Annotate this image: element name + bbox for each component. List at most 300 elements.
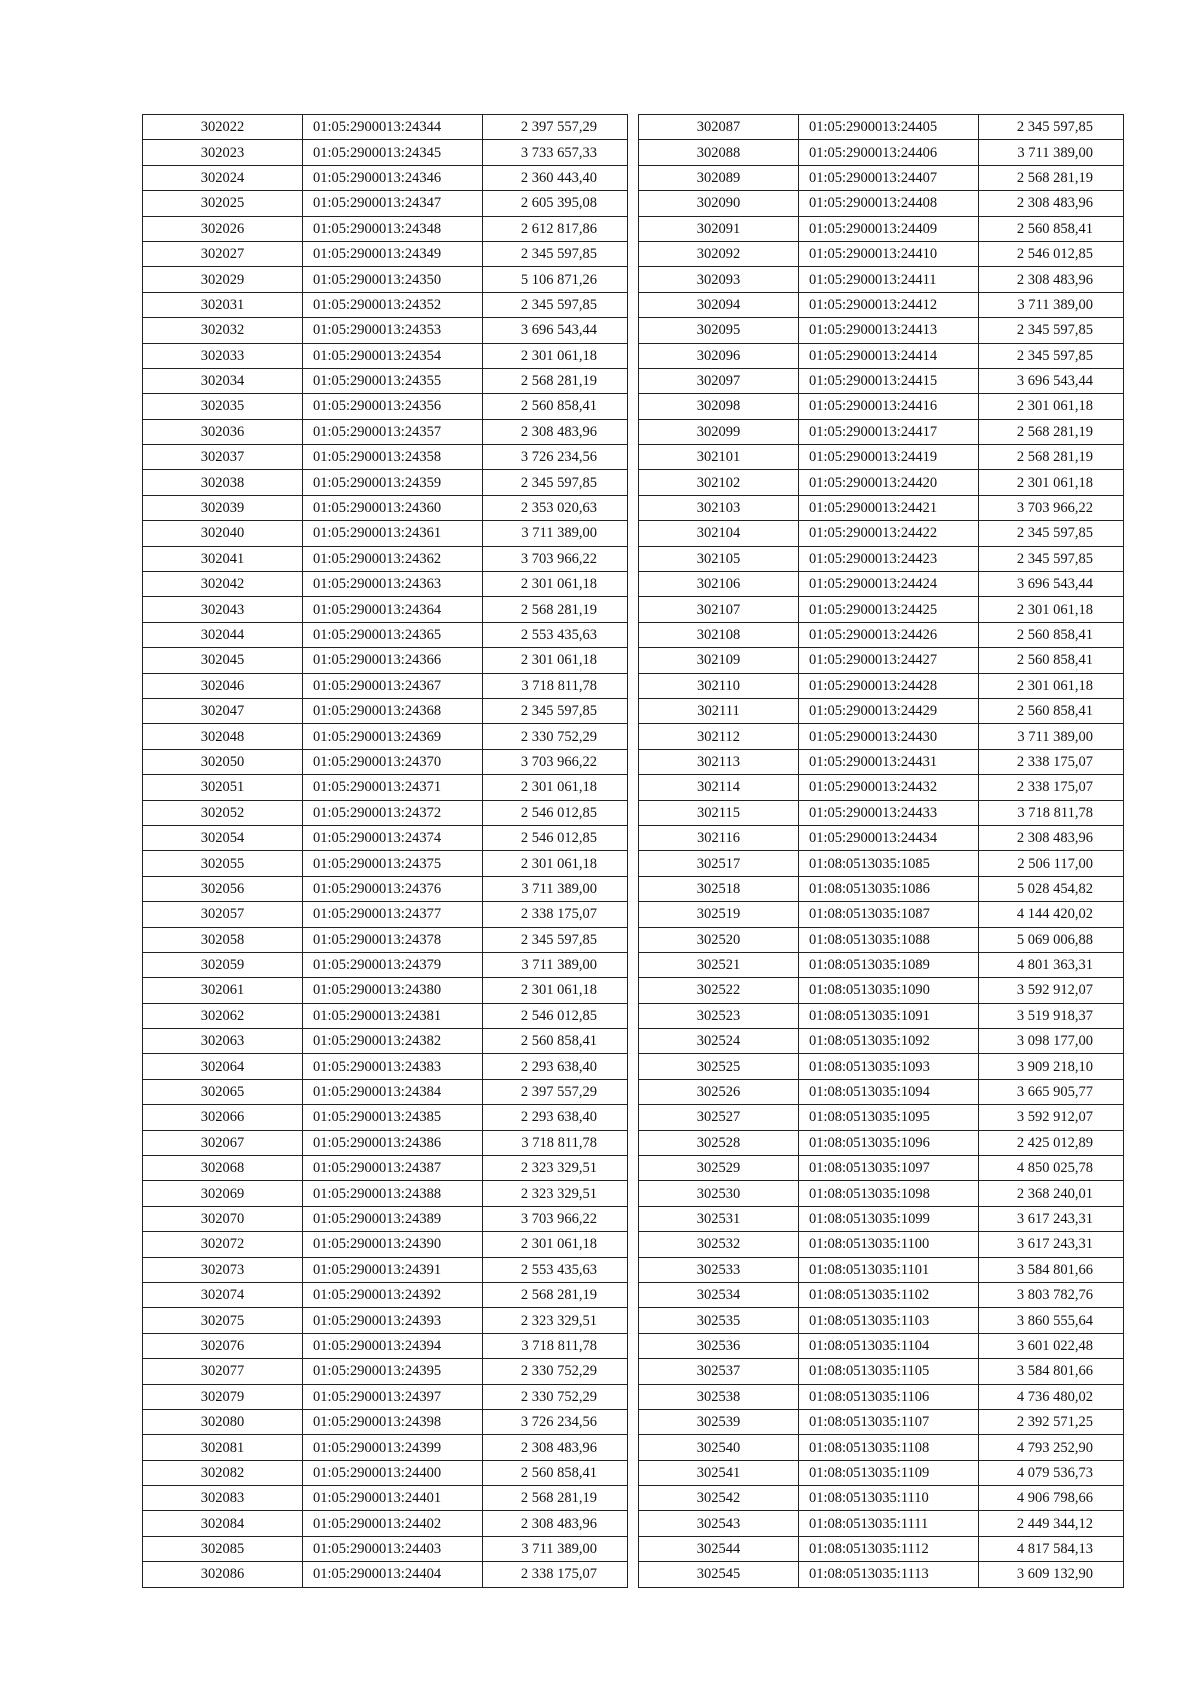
value-cell: 2 308 483,96: [979, 825, 1124, 850]
table-row: [639, 445, 1124, 470]
record-number-cell: 302025: [143, 191, 303, 216]
cadastral-number-cell: 01:05:2900013:24375: [303, 851, 483, 876]
table-row: [143, 1536, 628, 1561]
table-row: [143, 165, 628, 190]
cadastral-number-cell: 01:05:2900013:24345: [303, 140, 483, 165]
cadastral-number-cell: 01:05:2900013:24415: [799, 368, 979, 393]
table-row: [143, 1130, 628, 1155]
table-row: [143, 1435, 628, 1460]
value-cell: 5 069 006,88: [979, 927, 1124, 952]
value-cell: 2 308 483,96: [483, 419, 628, 444]
record-number-cell: 302050: [143, 749, 303, 774]
value-cell: 2 323 329,51: [483, 1308, 628, 1333]
value-cell: 2 353 020,63: [483, 495, 628, 520]
record-number-cell: 302537: [639, 1359, 799, 1384]
table-row: [143, 470, 628, 495]
value-cell: 2 553 435,63: [483, 1257, 628, 1282]
cadastral-number-cell: 01:08:0513035:1110: [799, 1486, 979, 1511]
table-row: [143, 927, 628, 952]
cadastral-number-cell: 01:05:2900013:24423: [799, 546, 979, 571]
value-cell: 2 338 175,07: [483, 902, 628, 927]
cadastral-number-cell: 01:05:2900013:24411: [799, 267, 979, 292]
cadastral-number-cell: 01:08:0513035:1087: [799, 902, 979, 927]
cadastral-number-cell: 01:05:2900013:24394: [303, 1333, 483, 1358]
record-number-cell: 302038: [143, 470, 303, 495]
record-number-cell: 302104: [639, 521, 799, 546]
record-number-cell: 302034: [143, 368, 303, 393]
table-row: [639, 952, 1124, 977]
table-row: [639, 1282, 1124, 1307]
value-cell: 2 308 483,96: [483, 1511, 628, 1536]
value-cell: 2 368 240,01: [979, 1181, 1124, 1206]
value-cell: 3 711 389,00: [979, 140, 1124, 165]
cadastral-number-cell: 01:05:2900013:24434: [799, 825, 979, 850]
record-number-cell: 302535: [639, 1308, 799, 1333]
table-row: [639, 1333, 1124, 1358]
value-cell: 2 338 175,07: [483, 1562, 628, 1587]
cadastral-number-cell: 01:05:2900013:24426: [799, 622, 979, 647]
record-number-cell: 302031: [143, 292, 303, 317]
table-row: [639, 368, 1124, 393]
value-cell: 2 301 061,18: [483, 648, 628, 673]
value-cell: 3 803 782,76: [979, 1282, 1124, 1307]
cadastral-number-cell: 01:05:2900013:24358: [303, 445, 483, 470]
table-row: [143, 241, 628, 266]
cadastral-number-cell: 01:05:2900013:24386: [303, 1130, 483, 1155]
cadastral-number-cell: 01:05:2900013:24428: [799, 673, 979, 698]
cadastral-number-cell: 01:08:0513035:1090: [799, 978, 979, 1003]
cadastral-number-cell: 01:05:2900013:24398: [303, 1409, 483, 1434]
table-row: [143, 800, 628, 825]
cadastral-number-cell: 01:05:2900013:24424: [799, 572, 979, 597]
record-number-cell: 302067: [143, 1130, 303, 1155]
cadastral-number-cell: 01:05:2900013:24356: [303, 394, 483, 419]
table-row: [143, 1333, 628, 1358]
table-row: [143, 292, 628, 317]
table-row: [143, 876, 628, 901]
record-number-cell: 302063: [143, 1029, 303, 1054]
value-cell: 2 560 858,41: [979, 216, 1124, 241]
table-row: [143, 445, 628, 470]
value-cell: 2 560 858,41: [979, 698, 1124, 723]
record-number-cell: 302077: [143, 1359, 303, 1384]
value-cell: 2 301 061,18: [979, 673, 1124, 698]
table-row: [639, 1029, 1124, 1054]
cadastral-number-cell: 01:05:2900013:24363: [303, 572, 483, 597]
value-cell: 2 546 012,85: [483, 825, 628, 850]
cadastral-number-cell: 01:08:0513035:1094: [799, 1079, 979, 1104]
table-row: [143, 216, 628, 241]
value-cell: 3 718 811,78: [483, 1333, 628, 1358]
record-number-cell: 302523: [639, 1003, 799, 1028]
record-number-cell: 302061: [143, 978, 303, 1003]
value-cell: 2 560 858,41: [979, 648, 1124, 673]
value-cell: 2 301 061,18: [483, 1232, 628, 1257]
value-cell: 3 711 389,00: [483, 952, 628, 977]
record-number-cell: 302526: [639, 1079, 799, 1104]
value-cell: 2 568 281,19: [483, 597, 628, 622]
table-row: [639, 495, 1124, 520]
table-row: [143, 495, 628, 520]
record-number-cell: 302112: [639, 724, 799, 749]
cadastral-number-cell: 01:05:2900013:24429: [799, 698, 979, 723]
value-cell: 4 817 584,13: [979, 1536, 1124, 1561]
value-cell: 2 293 638,40: [483, 1105, 628, 1130]
table-row: [143, 749, 628, 774]
record-number-cell: 302065: [143, 1079, 303, 1104]
table-row: [639, 318, 1124, 343]
cadastral-number-cell: 01:08:0513035:1111: [799, 1511, 979, 1536]
cadastral-number-cell: 01:08:0513035:1109: [799, 1460, 979, 1485]
cadastral-number-cell: 01:05:2900013:24425: [799, 597, 979, 622]
table-row: [639, 572, 1124, 597]
cadastral-number-cell: 01:05:2900013:24353: [303, 318, 483, 343]
cadastral-number-cell: 01:08:0513035:1106: [799, 1384, 979, 1409]
value-cell: 2 553 435,63: [483, 622, 628, 647]
record-number-cell: 302096: [639, 343, 799, 368]
table-row: [639, 1536, 1124, 1561]
value-cell: 2 345 597,85: [483, 470, 628, 495]
record-number-cell: 302116: [639, 825, 799, 850]
cadastral-number-cell: 01:05:2900013:24400: [303, 1460, 483, 1485]
value-cell: 4 906 798,66: [979, 1486, 1124, 1511]
table-row: [639, 775, 1124, 800]
table-row: [639, 1181, 1124, 1206]
table-row: [143, 1105, 628, 1130]
cadastral-number-cell: 01:08:0513035:1104: [799, 1333, 979, 1358]
cadastral-number-cell: 01:05:2900013:24407: [799, 165, 979, 190]
value-cell: 2 293 638,40: [483, 1054, 628, 1079]
table-row: [639, 1511, 1124, 1536]
record-number-cell: 302045: [143, 648, 303, 673]
record-number-cell: 302032: [143, 318, 303, 343]
table-row: [639, 1156, 1124, 1181]
value-cell: 3 584 801,66: [979, 1257, 1124, 1282]
value-cell: 4 793 252,90: [979, 1435, 1124, 1460]
cadastral-number-cell: 01:05:2900013:24409: [799, 216, 979, 241]
value-cell: 4 144 420,02: [979, 902, 1124, 927]
record-number-cell: 302069: [143, 1181, 303, 1206]
record-number-cell: 302079: [143, 1384, 303, 1409]
table-row: [639, 1384, 1124, 1409]
record-number-cell: 302047: [143, 698, 303, 723]
record-number-cell: 302037: [143, 445, 303, 470]
cadastral-number-cell: 01:05:2900013:24369: [303, 724, 483, 749]
table-row: [639, 648, 1124, 673]
value-cell: 4 850 025,78: [979, 1156, 1124, 1181]
value-cell: 2 546 012,85: [483, 800, 628, 825]
table-row: [639, 470, 1124, 495]
value-cell: 2 605 395,08: [483, 191, 628, 216]
cadastral-number-cell: 01:05:2900013:24381: [303, 1003, 483, 1028]
record-number-cell: 302105: [639, 546, 799, 571]
table-row: [639, 521, 1124, 546]
record-number-cell: 302528: [639, 1130, 799, 1155]
value-cell: 3 711 389,00: [483, 1536, 628, 1561]
table-row: [639, 927, 1124, 952]
table-row: [143, 1156, 628, 1181]
record-number-cell: 302074: [143, 1282, 303, 1307]
value-cell: 3 726 234,56: [483, 445, 628, 470]
record-number-cell: 302534: [639, 1282, 799, 1307]
table-row: [143, 1054, 628, 1079]
record-number-cell: 302076: [143, 1333, 303, 1358]
value-cell: 2 308 483,96: [483, 1435, 628, 1460]
value-cell: 3 711 389,00: [483, 876, 628, 901]
cadastral-number-cell: 01:05:2900013:24362: [303, 546, 483, 571]
record-number-cell: 302072: [143, 1232, 303, 1257]
value-cell: 3 696 543,44: [979, 368, 1124, 393]
record-number-cell: 302540: [639, 1435, 799, 1460]
record-number-cell: 302059: [143, 952, 303, 977]
table-row: [143, 698, 628, 723]
cadastral-number-cell: 01:05:2900013:24359: [303, 470, 483, 495]
cadastral-number-cell: 01:08:0513035:1099: [799, 1206, 979, 1231]
record-number-cell: 302083: [143, 1486, 303, 1511]
record-number-cell: 302110: [639, 673, 799, 698]
value-cell: 2 568 281,19: [979, 419, 1124, 444]
cadastral-number-cell: 01:08:0513035:1093: [799, 1054, 979, 1079]
table-row: [639, 902, 1124, 927]
cadastral-number-cell: 01:05:2900013:24430: [799, 724, 979, 749]
value-cell: 3 519 918,37: [979, 1003, 1124, 1028]
cadastral-number-cell: 01:05:2900013:24395: [303, 1359, 483, 1384]
value-cell: 2 301 061,18: [979, 597, 1124, 622]
value-cell: 3 592 912,07: [979, 978, 1124, 1003]
value-cell: 2 345 597,85: [979, 343, 1124, 368]
table-row: [143, 1562, 628, 1587]
table-row: [143, 546, 628, 571]
cadastral-number-cell: 01:05:2900013:24364: [303, 597, 483, 622]
cadastral-number-cell: 01:05:2900013:24350: [303, 267, 483, 292]
record-number-cell: 302545: [639, 1562, 799, 1587]
value-cell: 2 301 061,18: [979, 470, 1124, 495]
record-number-cell: 302536: [639, 1333, 799, 1358]
table-row: [143, 1232, 628, 1257]
cadastral-number-cell: 01:05:2900013:24378: [303, 927, 483, 952]
value-cell: 3 718 811,78: [483, 1130, 628, 1155]
cadastral-number-cell: 01:08:0513035:1102: [799, 1282, 979, 1307]
value-cell: 2 345 597,85: [979, 521, 1124, 546]
record-number-cell: 302051: [143, 775, 303, 800]
record-number-cell: 302055: [143, 851, 303, 876]
record-number-cell: 302046: [143, 673, 303, 698]
table-row: [143, 318, 628, 343]
value-cell: 2 330 752,29: [483, 1359, 628, 1384]
value-cell: 2 345 597,85: [979, 115, 1124, 140]
cadastral-number-cell: 01:05:2900013:24344: [303, 115, 483, 140]
cadastral-number-cell: 01:05:2900013:24399: [303, 1435, 483, 1460]
table-row: [639, 978, 1124, 1003]
cadastral-number-cell: 01:05:2900013:24366: [303, 648, 483, 673]
table-row: [639, 1486, 1124, 1511]
value-cell: 2 392 571,25: [979, 1409, 1124, 1434]
record-number-cell: 302035: [143, 394, 303, 419]
table-row: [639, 394, 1124, 419]
value-cell: 2 568 281,19: [979, 165, 1124, 190]
value-cell: 2 506 117,00: [979, 851, 1124, 876]
table-row: [143, 597, 628, 622]
record-number-cell: 302544: [639, 1536, 799, 1561]
value-cell: 2 345 597,85: [483, 927, 628, 952]
record-number-cell: 302517: [639, 851, 799, 876]
record-number-cell: 302052: [143, 800, 303, 825]
table-row: [639, 1562, 1124, 1587]
cadastral-number-cell: 01:05:2900013:24408: [799, 191, 979, 216]
table-row: [143, 825, 628, 850]
value-cell: 3 703 966,22: [483, 749, 628, 774]
table-row: [639, 292, 1124, 317]
record-number-cell: 302522: [639, 978, 799, 1003]
cadastral-number-cell: 01:05:2900013:24404: [303, 1562, 483, 1587]
cadastral-number-cell: 01:05:2900013:24388: [303, 1181, 483, 1206]
table-row: [143, 191, 628, 216]
value-cell: 2 338 175,07: [979, 749, 1124, 774]
table-row: [639, 1308, 1124, 1333]
cadastral-number-cell: 01:08:0513035:1113: [799, 1562, 979, 1587]
record-number-cell: 302041: [143, 546, 303, 571]
table-right-body: [639, 115, 1124, 1588]
value-cell: 2 301 061,18: [483, 978, 628, 1003]
record-number-cell: 302530: [639, 1181, 799, 1206]
value-cell: 2 568 281,19: [483, 1282, 628, 1307]
value-cell: 2 301 061,18: [483, 775, 628, 800]
cadastral-number-cell: 01:05:2900013:24374: [303, 825, 483, 850]
cadastral-number-cell: 01:05:2900013:24372: [303, 800, 483, 825]
table-row: [143, 1409, 628, 1434]
value-cell: 3 703 966,22: [483, 546, 628, 571]
table-row: [143, 673, 628, 698]
cadastral-number-cell: 01:08:0513035:1103: [799, 1308, 979, 1333]
value-cell: 3 909 218,10: [979, 1054, 1124, 1079]
value-cell: 2 560 858,41: [483, 1029, 628, 1054]
cadastral-number-cell: 01:05:2900013:24433: [799, 800, 979, 825]
table-row: [143, 724, 628, 749]
value-cell: 2 345 597,85: [979, 546, 1124, 571]
record-number-cell: 302109: [639, 648, 799, 673]
record-number-cell: 302542: [639, 1486, 799, 1511]
cadastral-number-cell: 01:08:0513035:1108: [799, 1435, 979, 1460]
cadastral-number-cell: 01:05:2900013:24379: [303, 952, 483, 977]
value-cell: 2 449 344,12: [979, 1511, 1124, 1536]
table-row: [143, 851, 628, 876]
table-row: [143, 902, 628, 927]
value-cell: 2 301 061,18: [483, 851, 628, 876]
value-cell: 2 330 752,29: [483, 724, 628, 749]
record-number-cell: 302093: [639, 267, 799, 292]
cadastral-number-cell: 01:05:2900013:24354: [303, 343, 483, 368]
cadastral-number-cell: 01:05:2900013:24410: [799, 241, 979, 266]
table-row: [143, 1029, 628, 1054]
value-cell: 2 345 597,85: [979, 318, 1124, 343]
record-number-cell: 302113: [639, 749, 799, 774]
record-number-cell: 302538: [639, 1384, 799, 1409]
record-number-cell: 302081: [143, 1435, 303, 1460]
record-number-cell: 302073: [143, 1257, 303, 1282]
cadastral-number-cell: 01:08:0513035:1105: [799, 1359, 979, 1384]
cadastral-number-cell: 01:05:2900013:24357: [303, 419, 483, 444]
cadastral-number-cell: 01:08:0513035:1086: [799, 876, 979, 901]
table-row: [143, 1181, 628, 1206]
cadastral-number-cell: 01:05:2900013:24401: [303, 1486, 483, 1511]
table-row: [143, 115, 628, 140]
cadastral-number-cell: 01:05:2900013:24376: [303, 876, 483, 901]
record-number-cell: 302029: [143, 267, 303, 292]
cadastral-number-cell: 01:05:2900013:24361: [303, 521, 483, 546]
record-number-cell: 302531: [639, 1206, 799, 1231]
cadastral-number-cell: 01:05:2900013:24393: [303, 1308, 483, 1333]
record-number-cell: 302090: [639, 191, 799, 216]
record-number-cell: 302518: [639, 876, 799, 901]
cadastral-number-cell: 01:05:2900013:24402: [303, 1511, 483, 1536]
cadastral-number-cell: 01:05:2900013:24377: [303, 902, 483, 927]
table-left-body: [143, 115, 628, 1588]
record-number-cell: 302539: [639, 1409, 799, 1434]
table-row: [143, 1486, 628, 1511]
cadastral-number-cell: 01:08:0513035:1112: [799, 1536, 979, 1561]
cadastral-number-cell: 01:05:2900013:24380: [303, 978, 483, 1003]
table-row: [639, 622, 1124, 647]
table-row: [143, 267, 628, 292]
cadastral-number-cell: 01:05:2900013:24385: [303, 1105, 483, 1130]
table-row: [639, 749, 1124, 774]
record-number-cell: 302027: [143, 241, 303, 266]
record-number-cell: 302054: [143, 825, 303, 850]
value-cell: 2 308 483,96: [979, 267, 1124, 292]
cadastral-number-cell: 01:05:2900013:24403: [303, 1536, 483, 1561]
table-row: [143, 1003, 628, 1028]
table-row: [143, 1359, 628, 1384]
record-number-cell: 302057: [143, 902, 303, 927]
value-cell: 3 696 543,44: [979, 572, 1124, 597]
value-cell: 3 711 389,00: [979, 724, 1124, 749]
value-cell: 2 560 858,41: [979, 622, 1124, 647]
record-number-cell: 302039: [143, 495, 303, 520]
record-number-cell: 302042: [143, 572, 303, 597]
record-number-cell: 302085: [143, 1536, 303, 1561]
record-number-cell: 302532: [639, 1232, 799, 1257]
cadastral-number-cell: 01:08:0513035:1088: [799, 927, 979, 952]
cadastral-number-cell: 01:05:2900013:24368: [303, 698, 483, 723]
value-cell: 3 665 905,77: [979, 1079, 1124, 1104]
value-cell: 2 397 557,29: [483, 115, 628, 140]
record-number-cell: 302102: [639, 470, 799, 495]
cadastral-number-cell: 01:05:2900013:24414: [799, 343, 979, 368]
record-number-cell: 302521: [639, 952, 799, 977]
value-cell: 2 345 597,85: [483, 698, 628, 723]
cadastral-number-cell: 01:05:2900013:24371: [303, 775, 483, 800]
table-row: [143, 1079, 628, 1104]
cadastral-number-cell: 01:08:0513035:1107: [799, 1409, 979, 1434]
value-cell: 3 711 389,00: [979, 292, 1124, 317]
cadastral-number-cell: 01:05:2900013:24412: [799, 292, 979, 317]
record-number-cell: 302543: [639, 1511, 799, 1536]
cadastral-number-cell: 01:05:2900013:24346: [303, 165, 483, 190]
record-number-cell: 302091: [639, 216, 799, 241]
value-cell: 3 718 811,78: [483, 673, 628, 698]
value-cell: 2 568 281,19: [483, 1486, 628, 1511]
table-row: [143, 978, 628, 1003]
table-row: [639, 825, 1124, 850]
record-number-cell: 302092: [639, 241, 799, 266]
value-cell: 2 323 329,51: [483, 1181, 628, 1206]
table-row: [143, 394, 628, 419]
table-row: [639, 1257, 1124, 1282]
table-row: [639, 673, 1124, 698]
record-number-cell: 302115: [639, 800, 799, 825]
table-row: [143, 572, 628, 597]
cadastral-number-cell: 01:05:2900013:24431: [799, 749, 979, 774]
